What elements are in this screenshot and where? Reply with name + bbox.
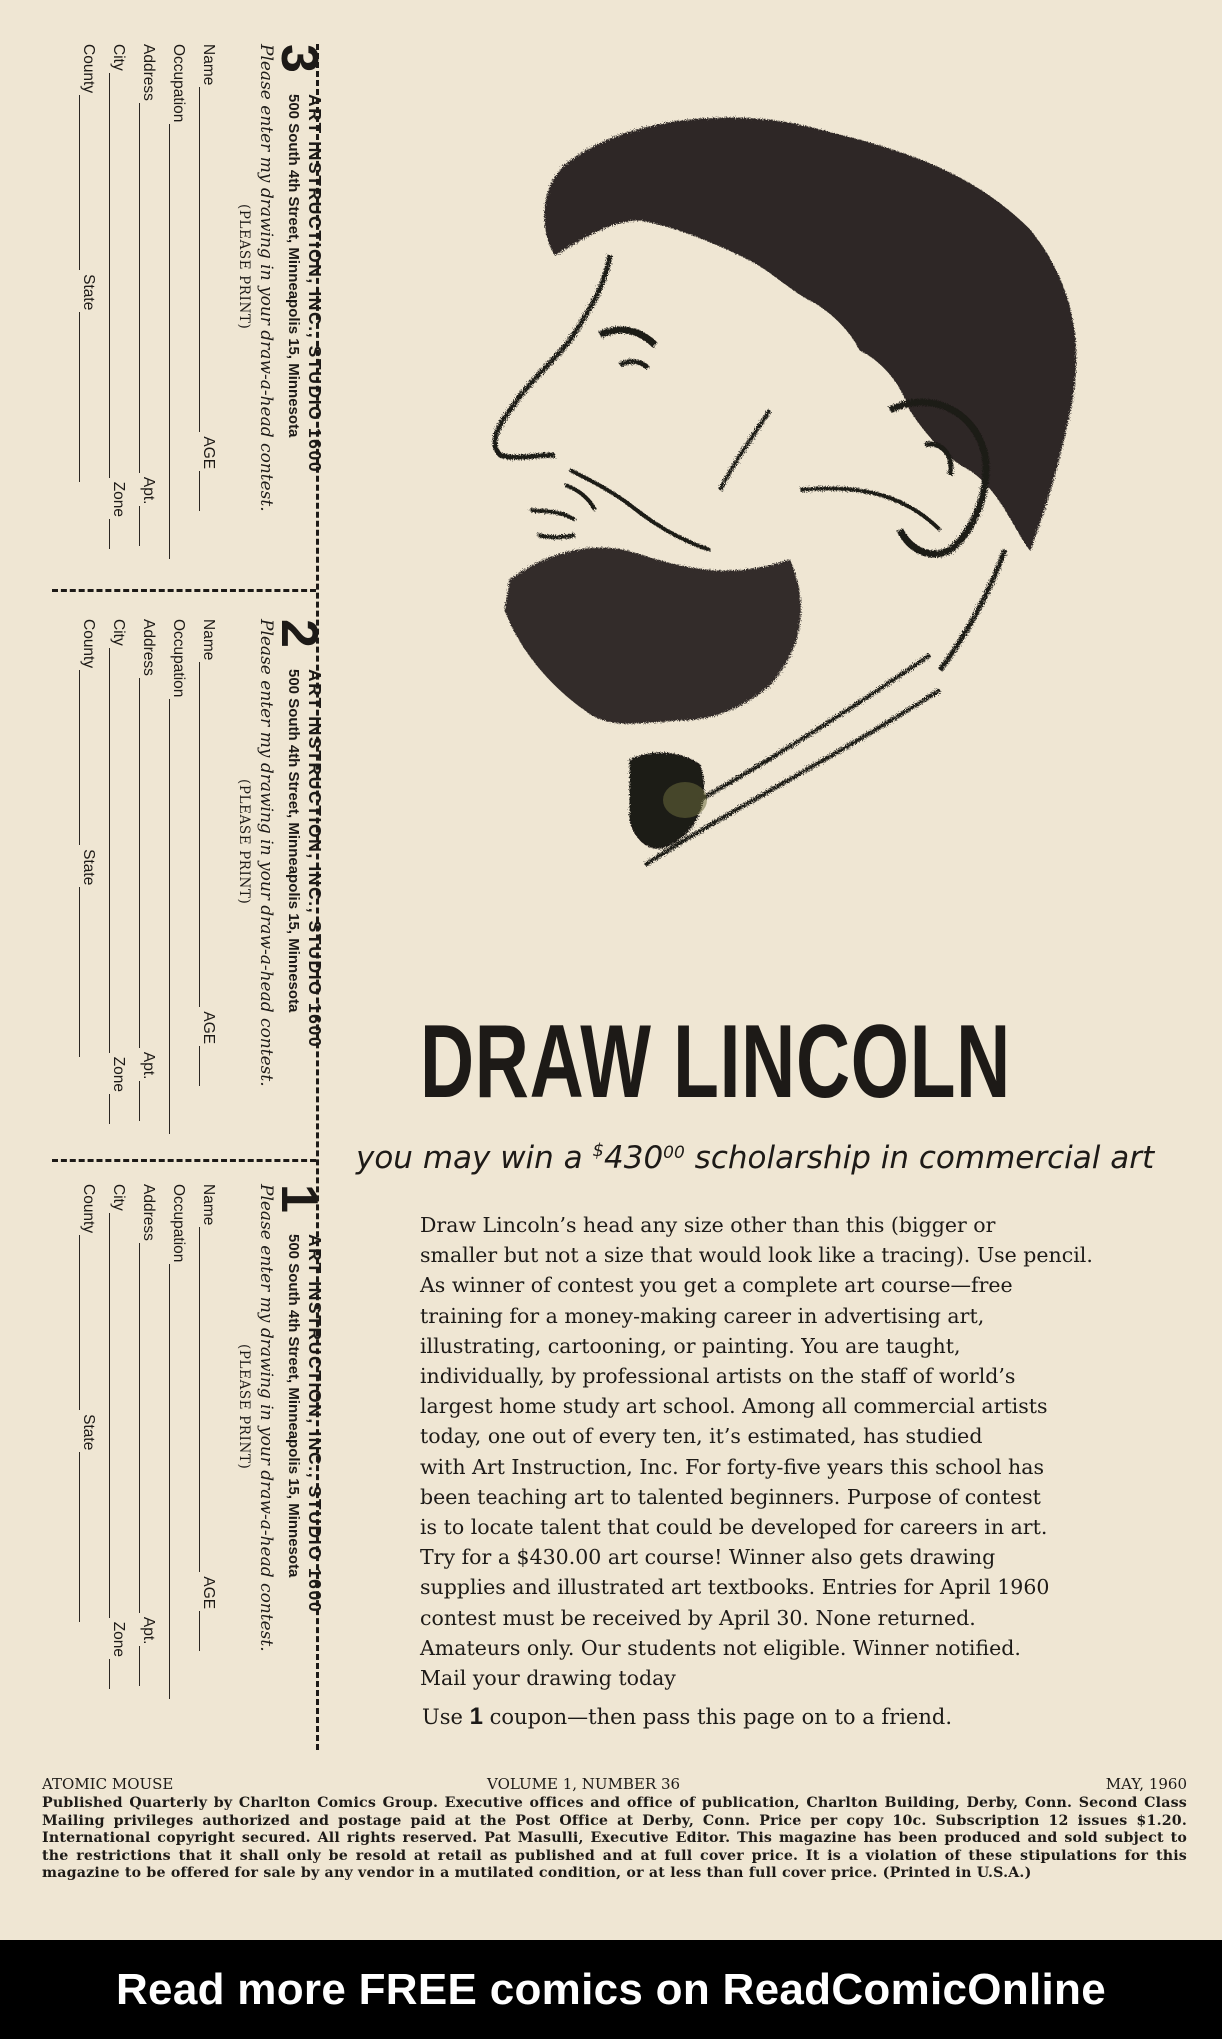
prize-number: 430 <box>604 1140 664 1176</box>
coupon-cut-line-3-2[interactable] <box>52 589 316 592</box>
coupon-entry-request: Please enter my drawing in your draw-a-head contest. <box>256 619 276 1087</box>
occupation-label: Occupation <box>170 1184 187 1263</box>
county-field[interactable] <box>79 95 95 270</box>
body-line: individually, by professional artists on the staff of world’s <box>420 1364 1016 1389</box>
occupation-field[interactable] <box>169 124 185 559</box>
volume-number: VOLUME 1, NUMBER 36 <box>487 1775 681 1793</box>
state-label: State <box>80 274 97 311</box>
coupon-cut-line-2-1[interactable] <box>52 1159 316 1162</box>
state-field[interactable] <box>79 1452 95 1622</box>
county-field[interactable] <box>79 670 95 845</box>
body-line: supplies and illustrated art textbooks. Entries for April 1960 <box>420 1575 1050 1600</box>
coupon-occupation-row[interactable] <box>169 44 191 559</box>
body-line: been teaching art to talented beginners. Purpose of contest <box>420 1484 1041 1509</box>
body-line: today, one out of every ten, it’s estimated, has studied <box>420 1424 983 1449</box>
indicia-text: Published Quarterly by Charlton Comics Group. Executive offices and office of publication, Charlton Building, Derby, Conn. Second Class Mailing privileges authorized and postage paid at the Post Office at Derby, Conn. Price per copy 10c. Subscription 12 issues $1.20. International copyright secured. All rights reserved. Pat Masulli, Executive Editor. This magazine has been produced and sold subject to the restrictions that it shall only be resold at retail as published and at full cover price. It is a violation of these stipulations for this magazine to be offered for sale by any vendor in a mutilated condition, or at less than full cover price. (Printed in U.S.A.) <box>42 1795 1187 1881</box>
promo-banner-text[interactable]: Read more FREE comics on ReadComicOnline <box>115 1964 1106 2014</box>
subhead-after: scholarship in commercial art <box>694 1140 1155 1176</box>
occupation-label: Occupation <box>170 619 187 698</box>
age-label: AGE <box>200 1011 217 1045</box>
apt-label: Apt. <box>140 1616 157 1645</box>
age-label: AGE <box>200 1576 217 1610</box>
address-label: Address <box>140 1184 157 1241</box>
city-label: City <box>110 1184 127 1211</box>
bleed-through-text <box>560 40 980 80</box>
body-line: largest home study art school. Among all commercial artists <box>420 1394 1048 1419</box>
coupon-firm: ART INSTRUCTION, INC., STUDIO 1600 <box>305 669 325 1049</box>
coupon-number: 1 <box>270 1184 328 1213</box>
apt-field[interactable] <box>139 1081 155 1121</box>
body-line: contest must be received by April 30. None returned. <box>420 1605 976 1630</box>
age-field[interactable] <box>199 1046 215 1086</box>
city-field[interactable] <box>109 648 125 1053</box>
coupon-occupation-row[interactable] <box>169 619 191 1134</box>
coupon-1 <box>45 1184 328 1724</box>
zone-field[interactable] <box>109 519 125 549</box>
subhead <box>356 1140 1176 1176</box>
coupon-print-note: (PLEASE PRINT) <box>236 204 252 330</box>
publication-title: ATOMIC MOUSE <box>42 1775 174 1793</box>
state-field[interactable] <box>79 312 95 482</box>
coupon-name-row[interactable] <box>199 1184 221 1651</box>
apt-field[interactable] <box>139 506 155 546</box>
coupon-street: 500 South 4th Street, Minneapolis 15, Minnesota <box>285 669 302 1013</box>
coupon-address-row[interactable] <box>139 619 161 1121</box>
coupon-firm: ART INSTRUCTION, INC., STUDIO 1600 <box>305 94 325 474</box>
coupon-street: 500 South 4th Street, Minneapolis 15, Minnesota <box>285 94 302 438</box>
zone-label: Zone <box>110 1056 127 1093</box>
state-label: State <box>80 1414 97 1451</box>
issue-date: MAY, 1960 <box>1105 1775 1187 1793</box>
ink-smudge <box>663 782 707 818</box>
coupon-street: 500 South 4th Street, Minneapolis 15, Minnesota <box>285 1234 302 1578</box>
body-line: is to locate talent that could be developed for careers in art. <box>420 1515 1048 1540</box>
zone-label: Zone <box>110 481 127 518</box>
name-label: Name <box>200 44 217 86</box>
address-field[interactable] <box>139 678 155 1048</box>
county-label: County <box>80 619 97 669</box>
body-line: Try for a $430.00 art course! Winner also gets drawing <box>420 1545 996 1570</box>
age-field[interactable] <box>199 1611 215 1651</box>
body-line: Amateurs only. Our students not eligible. Winner notified. <box>420 1635 1021 1660</box>
name-field[interactable] <box>199 87 215 432</box>
coupon-address-row[interactable] <box>139 44 161 546</box>
coupon-note-before: Use <box>422 1705 463 1729</box>
coupon-number: 3 <box>270 44 328 73</box>
body-line: Draw Lincoln’s head any size other than this (bigger or <box>420 1213 996 1237</box>
city-field[interactable] <box>109 1213 125 1618</box>
city-label: City <box>110 44 127 71</box>
prize-amount <box>593 1140 685 1176</box>
coupon-note-number: 1 <box>469 1703 483 1730</box>
subhead-before: you may win a <box>356 1140 583 1176</box>
city-field[interactable] <box>109 73 125 478</box>
state-field[interactable] <box>79 887 95 1057</box>
zone-field[interactable] <box>109 1094 125 1124</box>
county-label: County <box>80 1184 97 1234</box>
prize-cents: 00 <box>663 1143 685 1163</box>
name-field[interactable] <box>199 1227 215 1572</box>
address-field[interactable] <box>139 103 155 473</box>
coupon-2 <box>45 619 328 1159</box>
address-label: Address <box>140 619 157 676</box>
lincoln-head-illustration <box>470 110 1120 960</box>
masthead <box>42 1775 1187 1794</box>
age-field[interactable] <box>199 471 215 511</box>
coupon-entry-request: Please enter my drawing in your draw-a-head contest. <box>256 1184 276 1652</box>
body-line: with Art Instruction, Inc. For forty-five years this school has <box>420 1454 1044 1479</box>
contest-body-copy <box>420 1210 1160 1693</box>
body-line: training for a money-making career in advertising art, <box>420 1303 985 1328</box>
age-label: AGE <box>200 436 217 470</box>
coupon-print-note: (PLEASE PRINT) <box>236 779 252 905</box>
coupon-name-row[interactable] <box>199 619 221 1086</box>
apt-label: Apt. <box>140 476 157 505</box>
coupon-city-row[interactable] <box>109 1184 131 1689</box>
promo-banner[interactable] <box>0 1940 1222 2039</box>
prize-dollar: $ <box>592 1140 604 1161</box>
coupon-occupation-row[interactable] <box>169 1184 191 1699</box>
coupon-county-row[interactable] <box>79 1184 101 1622</box>
name-label: Name <box>200 619 217 661</box>
coupon-cut-line-vertical[interactable] <box>316 44 319 1750</box>
body-line: As winner of contest you get a complete art course—free <box>420 1273 1013 1298</box>
coupon-county-row[interactable] <box>79 619 101 1057</box>
county-label: County <box>80 44 97 94</box>
coupon-note-after: coupon—then pass this page on to a friend. <box>489 1705 952 1729</box>
address-label: Address <box>140 44 157 101</box>
coupon-address-row[interactable] <box>139 1184 161 1686</box>
coupon-name-row[interactable] <box>199 44 221 511</box>
name-field[interactable] <box>199 662 215 1007</box>
zone-label: Zone <box>110 1621 127 1658</box>
body-line: Mail your drawing today <box>420 1666 676 1691</box>
coupon-city-row[interactable] <box>109 619 131 1124</box>
occupation-field[interactable] <box>169 699 185 1134</box>
apt-field[interactable] <box>139 1646 155 1686</box>
sketch-strokes <box>495 118 1076 865</box>
state-label: State <box>80 849 97 886</box>
headline: DRAW LINCOLN <box>420 1004 1011 1120</box>
zone-field[interactable] <box>109 1659 125 1689</box>
body-line: illustrating, cartooning, or painting. You are taught, <box>420 1333 961 1358</box>
coupon-entry-request: Please enter my drawing in your draw-a-head contest. <box>256 44 276 512</box>
county-field[interactable] <box>79 1235 95 1410</box>
coupon-instruction <box>422 1703 1142 1731</box>
coupon-print-note: (PLEASE PRINT) <box>236 1344 252 1470</box>
coupon-county-row[interactable] <box>79 44 101 482</box>
name-label: Name <box>200 1184 217 1226</box>
occupation-label: Occupation <box>170 44 187 123</box>
occupation-field[interactable] <box>169 1264 185 1699</box>
coupon-city-row[interactable] <box>109 44 131 549</box>
address-field[interactable] <box>139 1243 155 1613</box>
apt-label: Apt. <box>140 1051 157 1080</box>
body-line: smaller but not a size that would look like a tracing). Use pencil. <box>420 1243 1093 1268</box>
coupon-number: 2 <box>270 619 328 648</box>
city-label: City <box>110 619 127 646</box>
coupon-column <box>0 44 340 1750</box>
coupon-firm: ART INSTRUCTION, INC., STUDIO 1600 <box>305 1234 325 1614</box>
coupon-3 <box>45 44 328 584</box>
